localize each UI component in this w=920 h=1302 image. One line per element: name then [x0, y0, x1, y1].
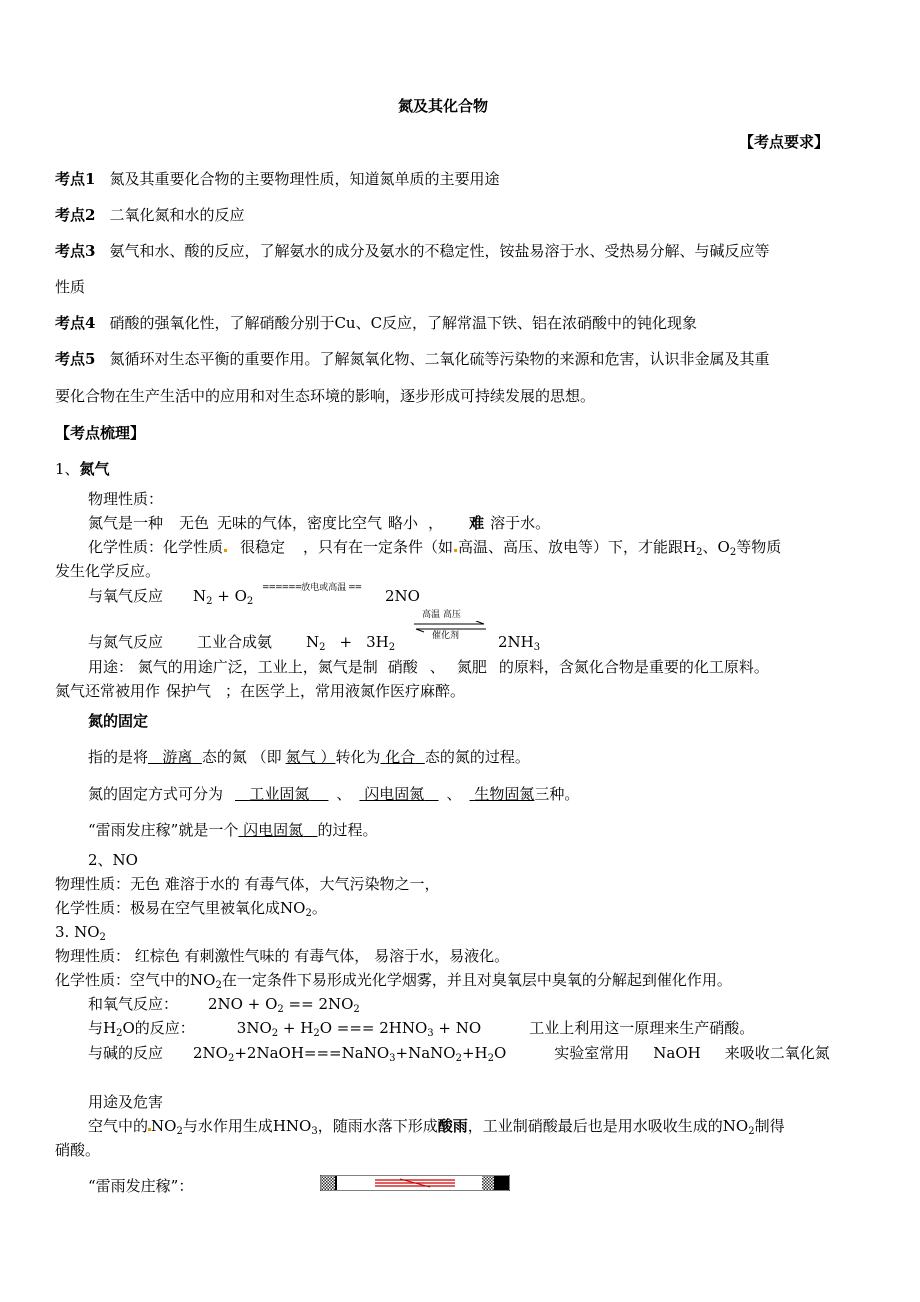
blank-answer: 化合: [385, 748, 416, 766]
page-title: 氮及其化合物: [398, 97, 489, 115]
text: +NaNO: [395, 1044, 456, 1062]
text: ，只有在一定条件（如: [303, 538, 454, 556]
n2-h2-reaction: [88, 632, 395, 652]
text: 氮的固定方式可分为: [88, 785, 224, 803]
fixation-line-2: [88, 784, 579, 804]
no2-o2-reaction: [88, 994, 360, 1014]
text: 无味的气体，密度比空气: [217, 514, 383, 532]
fixation-line-1: [88, 747, 530, 767]
text: 、: [446, 785, 462, 803]
n2-chem-line: [88, 537, 781, 557]
fixation-heading: 氮的固定: [88, 712, 149, 730]
subscript: 2: [227, 1053, 235, 1064]
text: N: [306, 633, 320, 651]
text: 氮气还常被用作: [55, 682, 161, 700]
embedded-image: [320, 1175, 510, 1191]
text: 空气中的: [88, 1117, 149, 1135]
text: == 2NO: [283, 995, 354, 1013]
text: +2NaOH===NaNO: [234, 1044, 390, 1062]
text: NaOH: [653, 1044, 701, 1062]
point-2: [55, 205, 244, 225]
hazard-heading: 用途及危害: [88, 1093, 164, 1111]
leiyu-label: “雷雨发庄稼”：: [88, 1177, 194, 1195]
edit-marker: [224, 549, 227, 552]
text: 化学性质：化学性质: [88, 538, 224, 556]
n2-use-line-2: [55, 681, 465, 701]
text: ======: [262, 583, 302, 593]
text: 酸雨: [437, 1117, 468, 1135]
section-3-heading: [55, 922, 106, 942]
subscript: 2: [206, 596, 213, 607]
text: 、O: [702, 538, 730, 556]
text: 与H: [88, 1019, 117, 1037]
reaction-condition: [262, 582, 361, 594]
text: ==: [346, 583, 362, 593]
text: + H: [278, 1019, 314, 1037]
text: 化学性质：极易在空气里被氧化成NO: [55, 899, 306, 917]
blank-answer: 闪电固氮: [243, 821, 304, 839]
text: + NO: [433, 1019, 482, 1037]
hazard-line-1: [88, 1116, 785, 1136]
point-label: 考点4: [55, 314, 96, 332]
section-2-heading: 2、NO: [88, 851, 138, 869]
text: NO: [151, 1117, 177, 1135]
subscript: 2: [455, 1053, 462, 1064]
text: 等物质: [736, 538, 782, 556]
reaction-condition-top: 高温 高压: [422, 610, 461, 620]
text: 保护气: [166, 682, 212, 700]
text: 与氮气反应: [88, 633, 164, 651]
text: 3H: [366, 633, 389, 651]
n2-phys-line: [88, 513, 550, 533]
subscript: 2: [319, 642, 326, 653]
text: 化学性质：空气中的NO: [55, 971, 216, 989]
text: O的反应：: [122, 1019, 195, 1037]
text: 氮肥: [456, 658, 487, 676]
subscript: 2: [313, 1028, 320, 1039]
point-text: 二氧化氮和水的反应: [109, 206, 245, 224]
text: 的原料，含氮化合物是重要的化工原料。: [498, 658, 769, 676]
text: 态的氮的过程。: [424, 748, 530, 766]
text: “雷雨发庄稼”就是一个: [88, 821, 239, 839]
subscript: 2: [353, 1004, 360, 1015]
text: 、: [336, 785, 352, 803]
text: 硝酸: [387, 658, 418, 676]
text: 态的氮 （即: [201, 748, 282, 766]
subscript: 2: [696, 547, 703, 558]
text: ，随雨水落下形成: [317, 1117, 438, 1135]
text: 与水作用生成HNO: [182, 1117, 312, 1135]
text: + O: [212, 587, 247, 605]
point-text: 氨气和水、酸的反应，了解氨水的成分及氨水的不稳定性，铵盐易溶于水、受热易分解、与碱反应等: [109, 242, 770, 260]
hazard-line-2: 硝酸。: [55, 1141, 101, 1159]
requirements-heading: 【考点要求】: [739, 133, 830, 151]
text: O === 2HNO: [319, 1019, 428, 1037]
subscript: 2: [729, 547, 737, 558]
point-text: 硝酸的强氧化性，了解硝酸分别于Cu、C反应，了解常温下铁、铝在浓硝酸中的钝化现象: [109, 314, 698, 332]
n2-use-line: [88, 657, 769, 677]
text: 指的是将: [88, 748, 149, 766]
text: 高温、高压、放电等）下，才能跟H: [458, 538, 697, 556]
text: 2NO: [193, 1044, 228, 1062]
text: 三种。: [534, 785, 580, 803]
text: 放电或高温: [301, 583, 347, 593]
text: ，工业制硝酸最后也是用水吸收生成的NO: [467, 1117, 749, 1135]
text: 2NH: [498, 633, 534, 651]
text: 工业上利用这一原理来生产硝酸。: [529, 1019, 755, 1037]
point-1: [55, 169, 499, 189]
text: +: [339, 633, 353, 651]
text: O: [493, 1044, 507, 1062]
point-3: [55, 241, 769, 261]
subscript: 2: [215, 980, 222, 991]
text: 。: [311, 899, 327, 917]
text: 溶于水。: [490, 514, 551, 532]
text: 、: [429, 658, 445, 676]
text: 工业合成氨: [197, 633, 273, 651]
text: 难: [469, 514, 485, 532]
blank-answer: 闪电固氮: [364, 785, 425, 803]
text: ；在医学上，常用液氮作医疗麻醉。: [225, 682, 466, 700]
no2-chem-line: [55, 970, 732, 990]
point-label: 考点1: [55, 170, 96, 188]
subscript: 2: [99, 932, 106, 943]
no2-base-reaction: [88, 1043, 830, 1063]
text: 实验室常用: [554, 1044, 630, 1062]
point-text: 氮循环对生态平衡的重要作用。了解氮氧化物、二氧化硫等污染物的来源和危害，认识非金属及其重: [109, 350, 770, 368]
point-4: [55, 313, 697, 333]
blank-answer: 生物固氮: [474, 785, 535, 803]
reaction-condition-bottom: 催化剂: [432, 631, 460, 641]
point-5-cont: 要化合物在生产生活中的应用和对生态环境的影响，逐步形成可持续发展的思想。: [55, 387, 596, 405]
text: ，: [428, 514, 444, 532]
subscript: 2: [271, 1028, 279, 1039]
subscript: 2: [176, 1126, 183, 1137]
text: 与碱的反应: [88, 1044, 164, 1062]
section-1-heading: [55, 459, 110, 479]
point-5: [55, 349, 769, 369]
text: N: [193, 587, 207, 605]
subscript: 2: [748, 1126, 755, 1137]
no-phys-line: 物理性质：无色 难溶于水的 有毒气体，大气污染物之一，: [55, 875, 440, 893]
section-title: 氮气: [79, 460, 110, 478]
edit-marker: [454, 549, 457, 552]
text: 的过程。: [317, 821, 378, 839]
n2-o2-reaction: [88, 586, 253, 606]
text: 很稳定: [240, 538, 286, 556]
subscript: 2: [305, 908, 312, 919]
text: 转化为: [335, 748, 381, 766]
blank-answer: 氮气 ）: [285, 748, 336, 766]
subscript: 3: [533, 642, 541, 653]
text: 和氧气反应：: [88, 995, 179, 1013]
text: 用途： 氮气的用途广泛，工业上，氮气是制: [88, 658, 378, 676]
no-chem-line: [55, 898, 327, 918]
fixation-line-3: [88, 820, 377, 840]
section-number: 1、: [55, 460, 80, 478]
point-text: 氮及其重要化合物的主要物理性质，知道氮单质的主要用途: [109, 170, 500, 188]
no2-phys-line: 物理性质： 红棕色 有刺激性气味的 有毒气体， 易溶于水，易液化。: [55, 947, 510, 965]
n2-phys-label: 物理性质：: [88, 490, 164, 508]
text: 略小: [388, 514, 419, 532]
n2-chem-line-2: 发生化学反应。: [55, 562, 161, 580]
text: 来吸收二氧化氮: [724, 1044, 830, 1062]
subscript: 2: [277, 1004, 284, 1015]
text: 3NO: [236, 1019, 272, 1037]
subscript: 3: [427, 1028, 434, 1039]
text: 3. NO: [55, 923, 100, 941]
subscript: 3: [311, 1126, 318, 1137]
subscript: 2: [388, 642, 396, 653]
point-label: 考点3: [55, 242, 96, 260]
text: 氮气是一种: [88, 514, 164, 532]
subscript: 2: [487, 1053, 494, 1064]
text: 2NO + O: [208, 995, 278, 1013]
point-3-cont: 性质: [55, 278, 86, 296]
reaction-product: [498, 632, 540, 652]
subscript: 2: [246, 596, 254, 607]
point-label: 考点5: [55, 350, 96, 368]
blank-answer: 工业固氮: [249, 785, 310, 803]
text: 无色: [179, 514, 210, 532]
subscript: 3: [389, 1053, 396, 1064]
subscript: 2: [116, 1028, 123, 1039]
text: 制得: [754, 1117, 785, 1135]
blank-answer: 游离: [162, 748, 193, 766]
text: 与氧气反应: [88, 587, 164, 605]
point-label: 考点2: [55, 206, 96, 224]
review-heading: 【考点梳理】: [55, 424, 146, 442]
text: +H: [461, 1044, 488, 1062]
no2-h2o-reaction: [88, 1018, 754, 1038]
text: 在一定条件下易形成光化学烟雾，并且对臭氧层中臭氧的分解起到催化作用。: [221, 971, 732, 989]
reaction-product: 2NO: [385, 587, 420, 605]
